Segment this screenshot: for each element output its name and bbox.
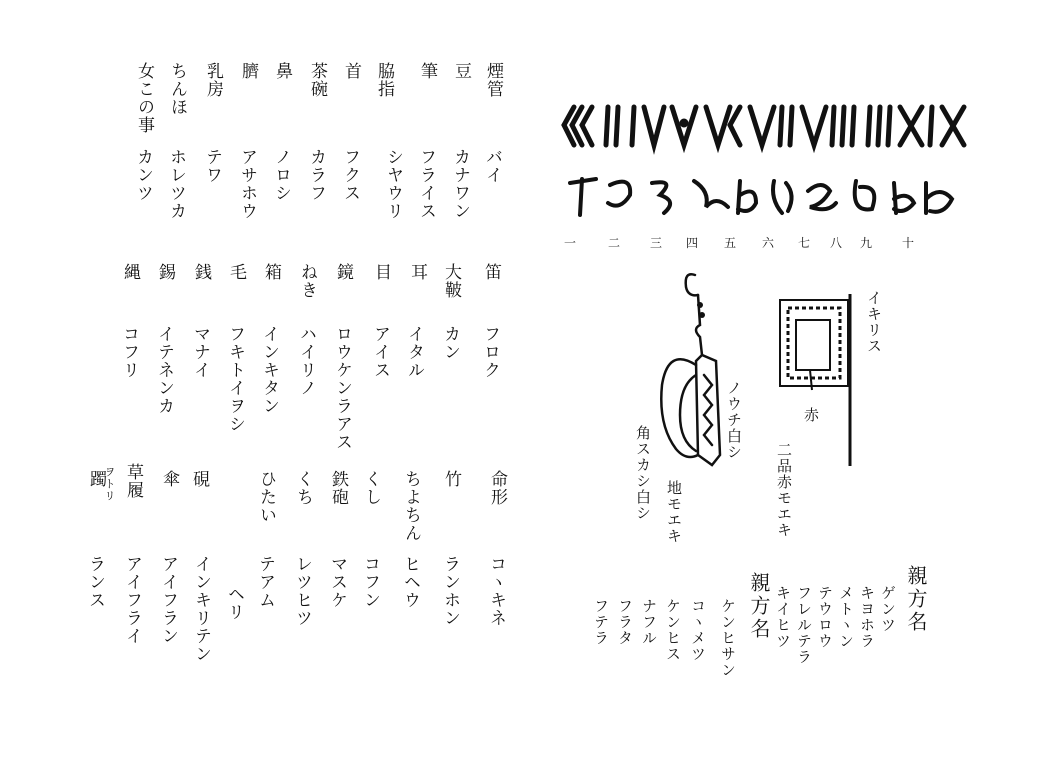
vocab-word: 箱 (261, 263, 282, 281)
vocab-word: くし (361, 470, 382, 506)
vocab-word: 耳 (407, 263, 428, 281)
kanji-7: 七 (798, 236, 811, 250)
label-white-top: ノウチ白シ (725, 380, 743, 460)
vocab-reading: アイフライ (122, 555, 142, 645)
vocab-reading: ロウケンラアス (332, 325, 352, 451)
vocab-reading: テアム (255, 555, 275, 609)
vocab-word: 命形 (487, 470, 508, 506)
vocab-word: ねき (297, 263, 318, 299)
vocab-word: 豆 (451, 62, 472, 80)
roman-numerals-row (564, 107, 964, 145)
kanji-numbers-row (564, 235, 914, 250)
vocab-word: 草履 (123, 463, 144, 499)
vocab-reading: フライス (416, 148, 436, 220)
kanji-2: 二 (608, 236, 621, 250)
vocab-reading: ヒヘウ (400, 555, 420, 609)
kin-name: キヨホラ (858, 585, 876, 649)
vocab-reading: ハイリノ (296, 325, 316, 397)
vocab-reading: イタル (404, 325, 424, 379)
vocab-word: 竹 (441, 470, 462, 488)
vocab-reading: フキトイヲシ (225, 325, 245, 433)
kin-name: テウロウ (816, 585, 834, 649)
vocab-word: ちよちん (401, 470, 422, 542)
vocab-word: 脇指 (374, 62, 395, 98)
vocab-word: 毛 (226, 263, 247, 281)
kin-heading-left: 親方名 (747, 572, 771, 641)
vocab-word: 臍 (238, 62, 259, 80)
kin-name: ケンヒサン (719, 598, 737, 678)
kin-name: ケンヒス (664, 598, 682, 662)
kin-name: コヽメツ (689, 598, 707, 662)
vocab-note: ヲトリ (103, 466, 116, 502)
vocab-word: 錫 (155, 263, 176, 281)
vocab-reading: カラフ (306, 148, 326, 202)
label-goods: 二品赤モエキ (775, 442, 793, 538)
vocab-reading: ランホン (440, 555, 460, 627)
vocab-word: 筆 (417, 62, 438, 80)
vocab-reading: シヤウリ (383, 148, 403, 220)
label-country: イキリス (865, 290, 883, 354)
vocab-word: 傘 (159, 470, 180, 488)
vocab-word: 笛 (481, 263, 502, 281)
vocab-word: 躅 (86, 470, 107, 488)
vocab-reading: ヘリ (224, 585, 244, 621)
vocab-reading: マスケ (327, 555, 347, 609)
vocab-reading: レツヒツ (292, 555, 312, 627)
kin-name: フテラ (592, 598, 610, 646)
label-red: 赤 (802, 407, 820, 423)
vocab-reading: アイフラン (158, 555, 178, 645)
vocab-word: 鼻 (272, 62, 293, 80)
vocab-reading: カン (440, 325, 460, 361)
kin-heading-right: 親方名 (904, 565, 928, 634)
numeral-illustration (560, 95, 980, 255)
vocab-reading: フクス (340, 148, 360, 202)
kanji-9: 九 (860, 236, 873, 250)
vocab-reading: コヽキネ (486, 555, 506, 627)
vocab-word: 縄 (120, 263, 141, 281)
vocab-word: 鉄砲 (328, 470, 349, 506)
vocab-reading: ホレツカ (166, 148, 186, 220)
kanji-10: 十 (902, 236, 915, 250)
vocab-reading: バイ (482, 148, 502, 184)
kin-name: フラタ (616, 598, 634, 646)
vocab-word: 目 (371, 263, 392, 281)
vocab-word: 大鞁 (441, 263, 462, 299)
vocab-reading: インキタン (259, 325, 279, 415)
label-ground: 地モエキ (665, 480, 683, 544)
vocab-word: くち (293, 470, 314, 506)
vocab-word: 首 (341, 62, 362, 80)
kin-name: キイヒツ (774, 585, 792, 649)
vocab-reading: イテネンカ (154, 325, 174, 415)
kin-name: ナフル (640, 598, 658, 646)
vocab-word: ちんほ (167, 62, 188, 116)
vocab-reading: ランス (85, 555, 105, 609)
kin-name: フレルテラ (795, 585, 813, 665)
vocab-reading: アサホウ (237, 148, 257, 220)
kanji-5: 五 (724, 236, 737, 250)
kanji-1: 一 (564, 236, 577, 250)
kanji-6: 六 (762, 236, 775, 250)
vocab-reading: フロク (480, 325, 500, 379)
kanji-3: 三 (650, 236, 663, 250)
label-corner: 角スカシ白シ (634, 425, 652, 521)
script-digits-row (570, 179, 952, 215)
kin-name: ゲンツ (879, 585, 897, 633)
vocab-reading: コフリ (119, 325, 139, 379)
vocab-word: 鏡 (333, 263, 354, 281)
vocab-reading: カンツ (133, 148, 153, 202)
vocab-reading: アイス (370, 325, 390, 379)
vocab-reading: マナイ (190, 325, 210, 379)
vocab-word: 女この事 (134, 62, 155, 134)
vocab-reading: ノロシ (271, 148, 291, 202)
vocab-word: 銭 (191, 263, 212, 281)
kanji-8: 八 (830, 236, 843, 250)
vocab-word: ひたい (256, 470, 277, 524)
vocab-reading: テワ (202, 148, 222, 184)
vocab-word: 乳房 (203, 62, 224, 98)
vocab-word: 煙管 (483, 62, 504, 98)
vocab-word: 硯 (189, 470, 210, 488)
vocab-reading: コフン (360, 555, 380, 609)
vocab-reading: カナワン (450, 148, 470, 220)
vocab-word: 茶碗 (307, 62, 328, 98)
kanji-4: 四 (686, 236, 699, 250)
kin-name: メトヽン (837, 585, 855, 649)
vocab-reading: インキリテン (191, 555, 211, 663)
